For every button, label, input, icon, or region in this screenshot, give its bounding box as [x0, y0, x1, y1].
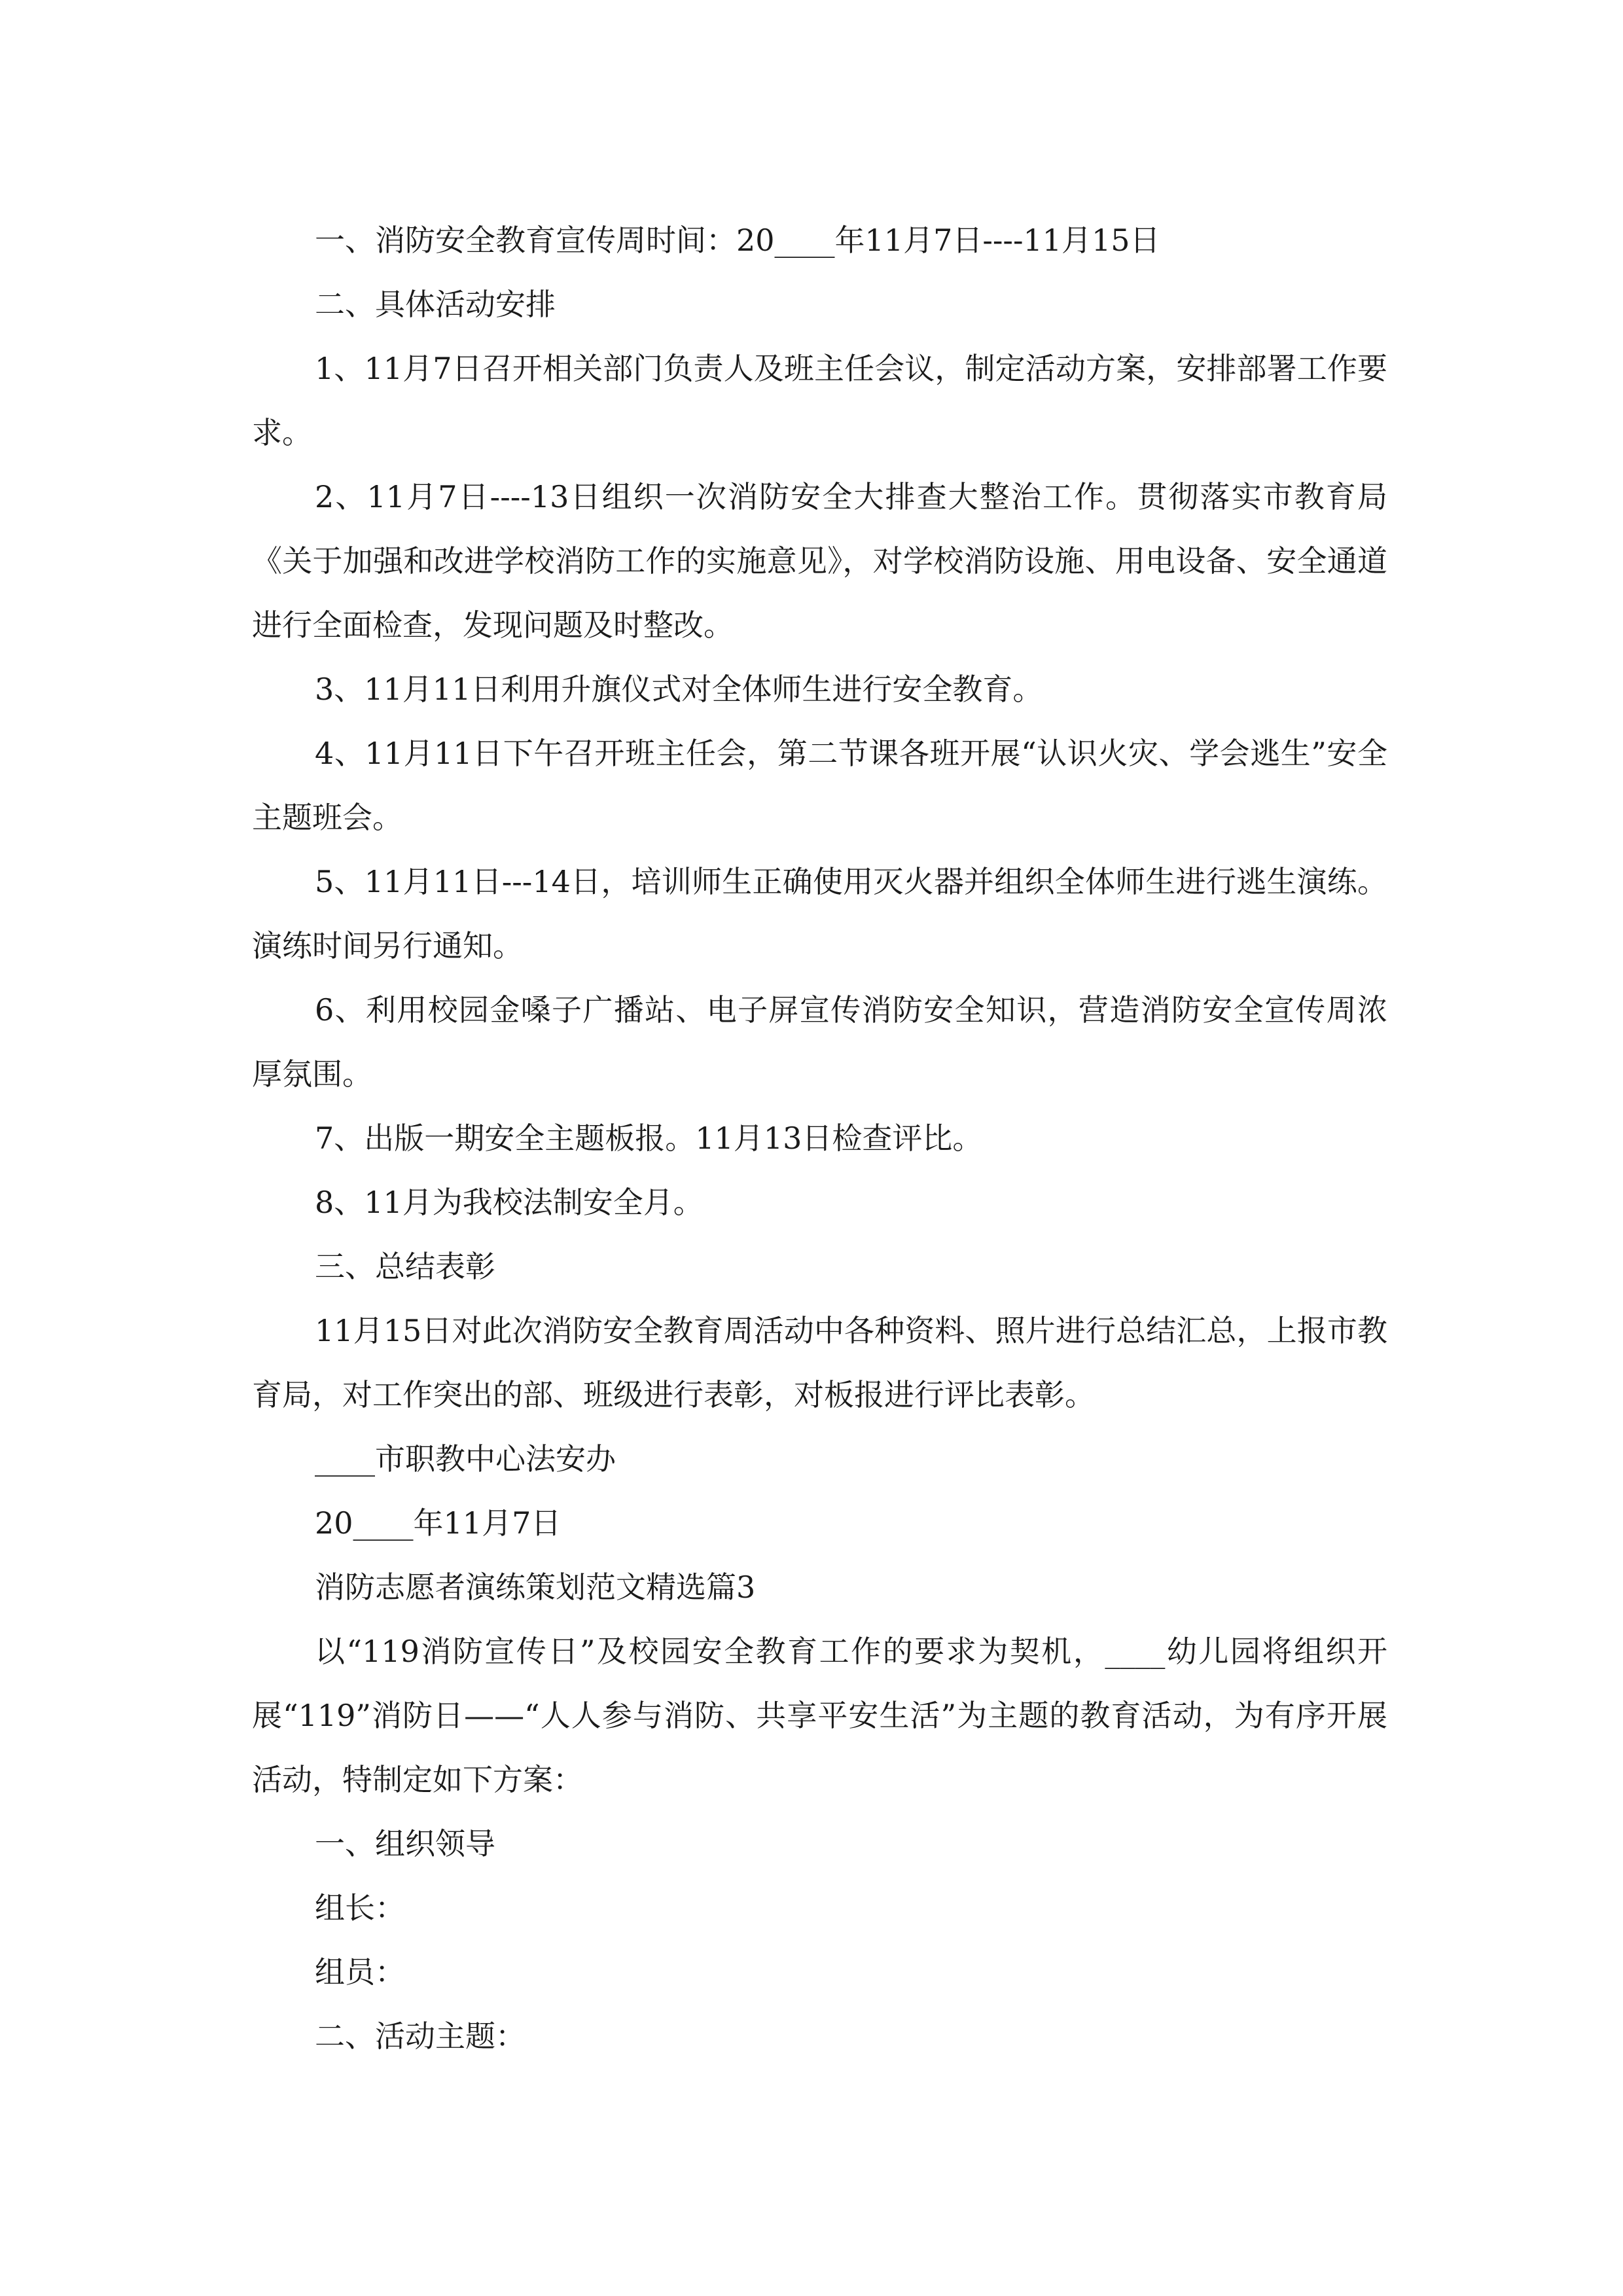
heading-organization: 一、组织领导 — [315, 1826, 495, 1861]
heading-activity-theme: 二、活动主题： — [315, 2018, 526, 2054]
paragraph-item-4: 4、11月11日下午召开班主任会，第二节课各班开展“认识火灾、学会逃生”安全主题班会。 — [252, 736, 1387, 835]
paragraph-item-1: 1、11月7日召开相关部门负责人及班主任会议，制定活动方案，安排部署工作要求。 — [252, 351, 1387, 450]
paragraph-group-leader: 组长： — [315, 1890, 405, 1926]
paragraph-item-5: 5、11月11日---14日，培训师生正确使用灭火器并组织全体师生进行逃生演练。演练时间另行通知。 — [252, 864, 1387, 963]
paragraph-week-time: 一、消防安全教育宣传周时间：20____年11月7日----11月15日 — [315, 223, 1160, 258]
heading-activity-arrangement: 二、具体活动安排 — [315, 287, 556, 322]
paragraph-item-3: 3、11月11日利用升旗仪式对全体师生进行安全教育。 — [315, 672, 1043, 707]
paragraph-item-2: 2、11月7日----13日组织一次消防安全大排查大整治工作。贯彻落实市教育局《关于加强和改进学校消防工作的实施意见》，对学校消防设施、用电设备、安全通道进行全面检查，发现问题及时整改。 — [252, 479, 1387, 643]
paragraph-item-7: 7、出版一期安全主题板报。11月13日检查评比。 — [315, 1121, 983, 1156]
section-title-part-3: 消防志愿者演练策划范文精选篇3 — [315, 1570, 756, 1605]
signature-office: ____市职教中心法安办 — [315, 1441, 616, 1477]
paragraph-intro: 以“119消防宣传日”及校园安全教育工作的要求为契机，____幼儿园将组织开展“119”消防日——“人人参与消防、共享平安生活”为主题的教育活动，为有序开展活动，特制定如下方案： — [252, 1634, 1387, 1797]
paragraph-item-6: 6、利用校园金嗓子广播站、电子屏宣传消防安全知识，营造消防安全宣传周浓厚氛围。 — [252, 992, 1387, 1092]
paragraph-group-members: 组员： — [315, 1954, 405, 1990]
heading-summary: 三、总结表彰 — [315, 1249, 495, 1284]
document-body — [252, 208, 1387, 2068]
paragraph-item-8: 8、11月为我校法制安全月。 — [315, 1185, 704, 1220]
signature-date: 20____年11月7日 — [315, 1505, 562, 1541]
paragraph-summary: 11月15日对此次消防安全教育周活动中各种资料、照片进行总结汇总，上报市教育局，对工作突出的部、班级进行表彰，对板报进行评比表彰。 — [252, 1313, 1387, 1412]
